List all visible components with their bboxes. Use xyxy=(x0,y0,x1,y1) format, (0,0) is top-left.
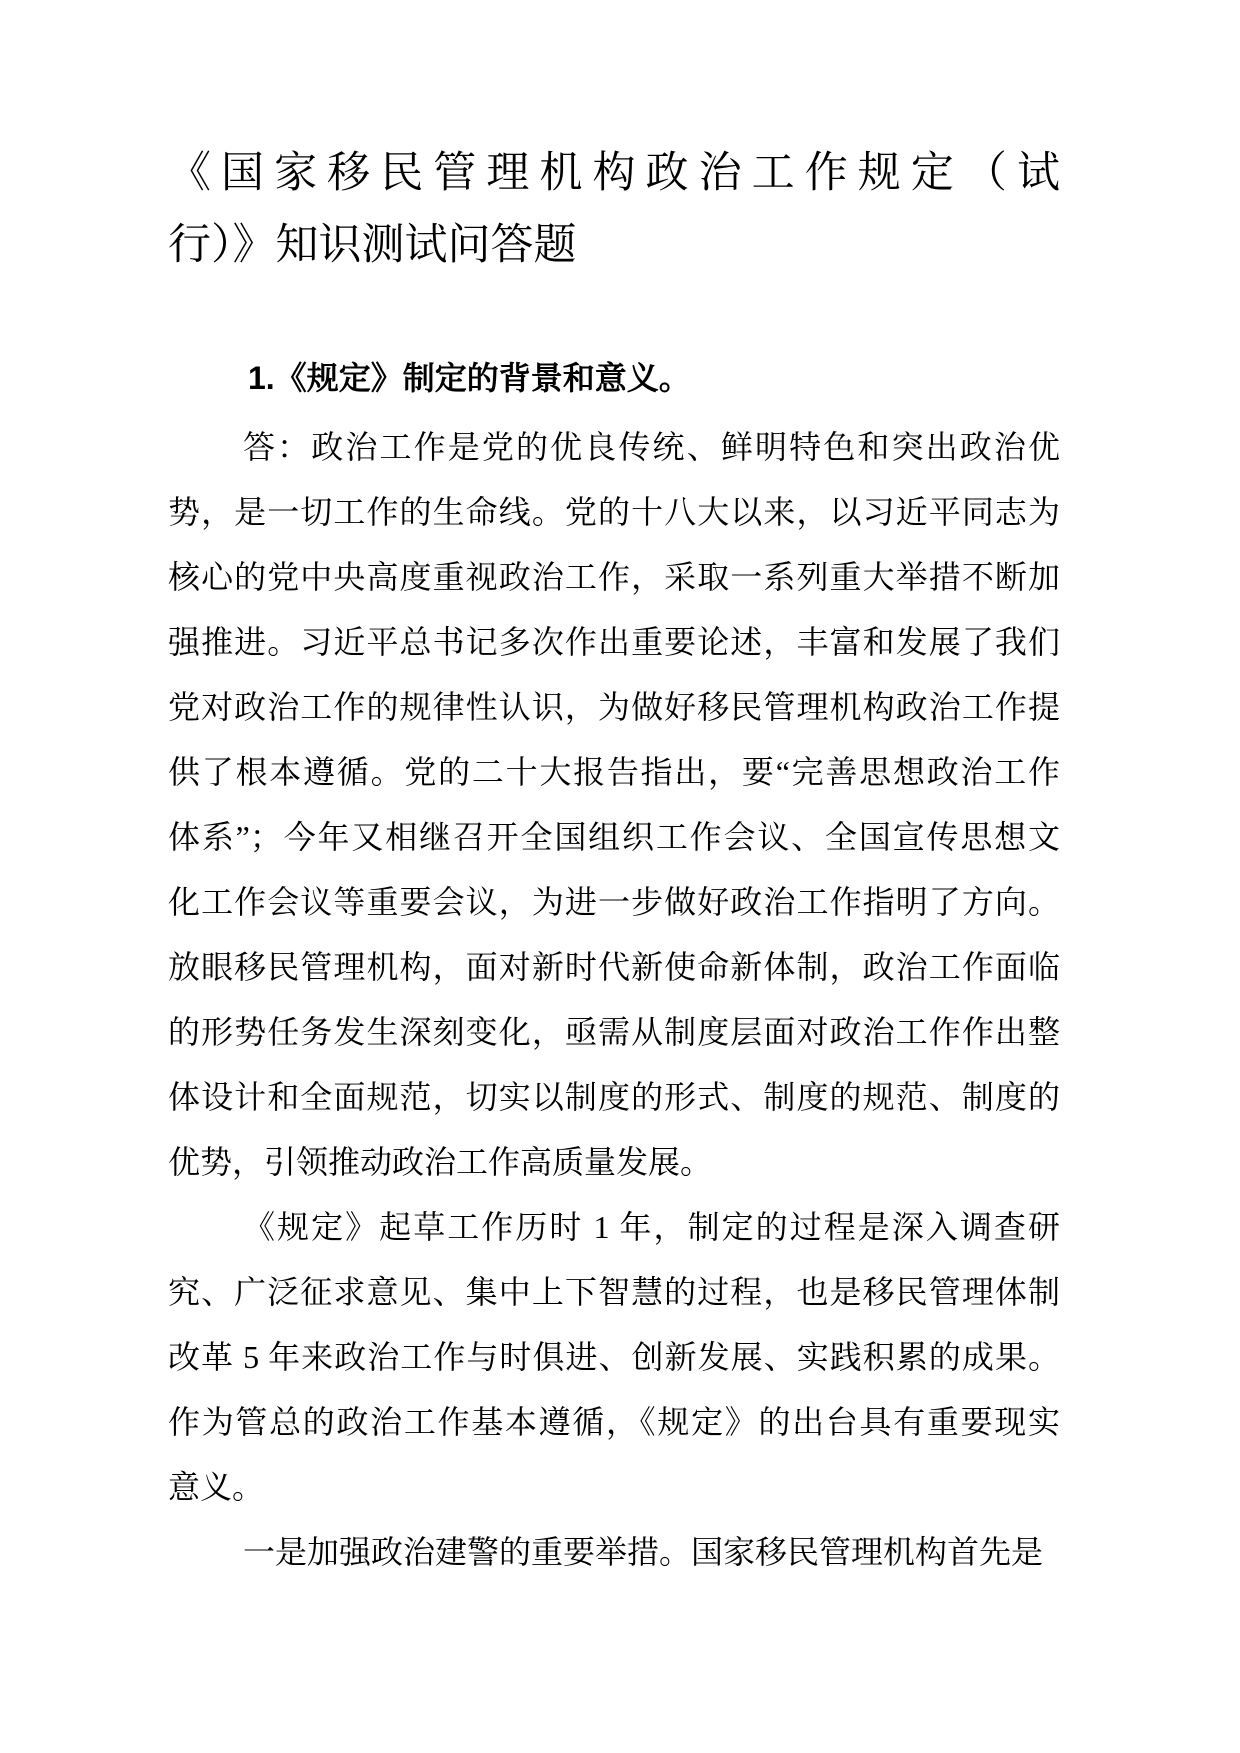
text-line: 优势，引领推动政治工作高质量发展。 xyxy=(168,1144,713,1180)
answer-paragraph-3 xyxy=(168,1520,1060,1585)
title-line-1: 《国家移民管理机构政治工作规定（试 xyxy=(168,150,1060,197)
document-body xyxy=(0,138,1240,1585)
question-1-heading: 1.《规定》制定的背景和意义。 xyxy=(248,360,691,396)
text-line: 化工作会议等重要会议，为进一步做好政治工作指明了方向。 xyxy=(168,884,1060,920)
answer-paragraph-2 xyxy=(168,1195,1060,1520)
answer-paragraph-1 xyxy=(168,415,1060,1195)
text-line: 《规定》起草工作历时 1 年，制定的过程是深入调查研 xyxy=(243,1209,1060,1245)
text-line: 的形势任务发生深刻变化，亟需从制度层面对政治工作作出整 xyxy=(168,1014,1060,1050)
text-line: 放眼移民管理机构，面对新时代新使命新体制，政治工作面临 xyxy=(168,949,1060,985)
text-line: 核心的党中央高度重视政治工作，采取一系列重大举措不断加 xyxy=(168,559,1060,595)
text-line: 究、广泛征求意见、集中上下智慧的过程，也是移民管理体制 xyxy=(168,1274,1060,1310)
text-line: 作为管总的政治工作基本遵循，《规定》的出台具有重要现实 xyxy=(168,1404,1060,1440)
text-line: 改革 5 年来政治工作与时俱进、创新发展、实践积累的成果。 xyxy=(168,1339,1060,1375)
text-line: 体设计和全面规范，切实以制度的形式、制度的规范、制度的 xyxy=(168,1079,1060,1115)
text-line: 势，是一切工作的生命线。党的十八大以来，以习近平同志为 xyxy=(168,494,1060,530)
title-line-2: 行）》知识测试问答题 xyxy=(168,222,577,269)
text-line: 供了根本遵循。党的二十大报告指出，要“完善思想政治工作 xyxy=(168,754,1060,790)
text-line: 答：政治工作是党的优良传统、鲜明特色和突出政治优 xyxy=(243,429,1060,465)
text-line: 强推进。习近平总书记多次作出重要论述，丰富和发展了我们 xyxy=(168,624,1060,660)
text-line: 党对政治工作的规律性认识，为做好移民管理机构政治工作提 xyxy=(168,689,1060,725)
text-line: 一是加强政治建警的重要举措。国家移民管理机构首先是 xyxy=(243,1534,1044,1570)
text-line: 意义。 xyxy=(168,1469,265,1505)
text-line: 体系”；今年又相继召开全国组织工作会议、全国宣传思想文 xyxy=(168,819,1060,855)
document-title xyxy=(168,138,1060,282)
